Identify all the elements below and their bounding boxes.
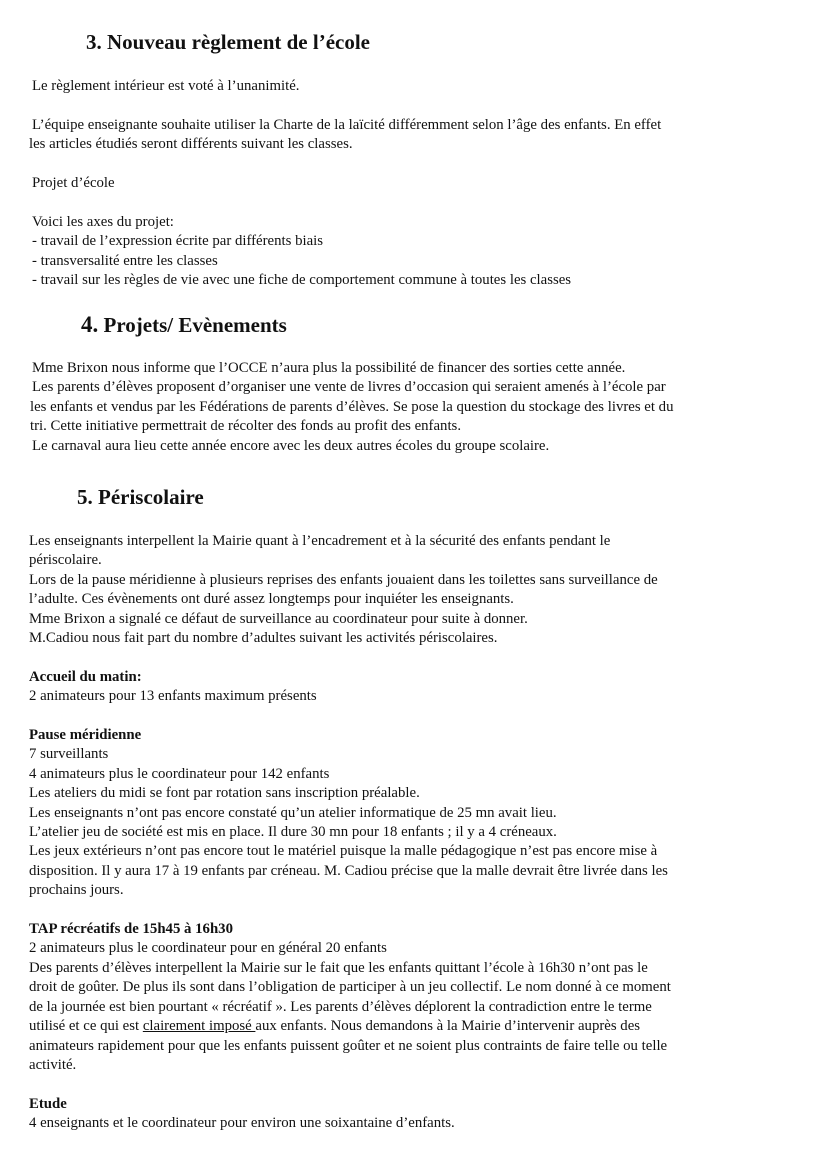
paragraph-line: droit de goûter. De plus ils sont dans l’obligation de participer à un jeu collectif. Le nom donné à ce moment <box>29 979 671 996</box>
paragraph-line: L’atelier jeu de société est mis en place. Il dure 30 mn pour 18 enfants ; il y a 4 créneaux. <box>29 824 557 841</box>
paragraph-line: 2 animateurs pour 13 enfants maximum présents <box>29 688 317 705</box>
paragraph-line: Mme Brixon nous informe que l’OCCE n’aura plus la possibilité de financer des sorties cette année. <box>32 360 626 376</box>
paragraph: Voici les axes du projet: <box>32 213 174 230</box>
paragraph-line: Les ateliers du midi se font par rotation sans inscription préalable. <box>29 785 420 802</box>
section-4-number: 4. <box>81 312 99 337</box>
section-3-body <box>29 77 822 290</box>
paragraph-line: Des parents d’élèves interpellent la Mairie sur le fait que les enfants quittant l’école à 16h30 n’ont pas le <box>29 959 648 976</box>
section-5-heading: 5. Périscolaire <box>77 485 204 509</box>
paragraph-line: Lors de la pause méridienne à plusieurs reprises des enfants jouaient dans les toilettes sans surveillance de <box>29 571 658 588</box>
paragraph-line: tri. Cette initiative permettrait de récolter des fonds au profit des enfants. <box>30 418 462 435</box>
section-4-heading <box>81 312 287 338</box>
subheading-etude: Etude <box>29 1095 67 1112</box>
paragraph-line: activité. <box>29 1056 77 1073</box>
paragraph-line: 4 animateurs plus le coordinateur pour 142 enfants <box>29 765 330 782</box>
paragraph-line: prochains jours. <box>29 882 124 899</box>
paragraph-line: Mme Brixon a signalé ce défaut de surveillance au coordinateur pour suite à donner. <box>29 610 528 627</box>
subheading-accueil: Accueil du matin: <box>29 668 142 685</box>
paragraph-line: Les enseignants interpellent la Mairie quant à l’encadrement et à la sécurité des enfants pendant le <box>29 533 611 549</box>
paragraph-line: périscolaire. <box>29 552 102 569</box>
paragraph-line: animateurs rapidement pour que les enfants puissent goûter et ne soient plus contraints de faire telle ou telle <box>29 1037 668 1054</box>
paragraph-line: de la journée est bien pourtant « récréatif ». Les parents d’élèves déplorent la contradiction entre le terme <box>29 998 652 1015</box>
list-item: - transversalité entre les classes <box>32 252 218 269</box>
paragraph-line: Les enseignants n’ont pas encore constaté qu’un atelier informatique de 25 mn avait lieu. <box>29 804 557 821</box>
paragraph: les articles étudiés seront différents suivant les classes. <box>29 136 353 153</box>
section-4-body <box>30 359 820 456</box>
paragraph-line: disposition. Il y aura 17 à 19 enfants par créneau. M. Cadiou précise que la malle devrait être livrée dans les <box>29 862 668 879</box>
paragraph-line: 4 enseignants et le coordinateur pour environ une soixantaine d’enfants. <box>29 1115 455 1132</box>
paragraph-line: Les parents d’élèves proposent d’organiser une vente de livres d’occasion qui seraient amenés à l’école par <box>32 379 666 396</box>
paragraph: Le règlement intérieur est voté à l’unanimité. <box>32 78 300 94</box>
paragraph-line: 2 animateurs plus le coordinateur pour en général 20 enfants <box>29 940 387 957</box>
paragraph: Projet d’école <box>32 175 115 191</box>
text-run: utilisé et ce qui est <box>29 1018 143 1035</box>
subheading-tap: TAP récréatifs de 15h45 à 16h30 <box>29 921 233 938</box>
paragraph-line <box>29 1017 819 1036</box>
section-3-heading: 3. Nouveau règlement de l’école <box>86 30 371 54</box>
list-item: - travail de l’expression écrite par différents biais <box>32 233 324 250</box>
paragraph-line: les enfants et vendus par les Fédérations de parents d’élèves. Se pose la question du stockage des livres et du <box>30 398 674 415</box>
underlined-text: clairement imposé <box>142 1018 256 1035</box>
section-5-body <box>29 532 819 1134</box>
paragraph: L’équipe enseignante souhaite utiliser la Charte de la laïcité différemment selon l’âge des enfants. En effet <box>32 116 662 133</box>
paragraph-line: M.Cadiou nous fait part du nombre d’adultes suivant les activités périscolaires. <box>29 630 498 647</box>
paragraph-line: l’adulte. Ces évènements ont duré assez longtemps pour inquiéter les enseignants. <box>29 591 514 608</box>
subheading-pause: Pause méridienne <box>29 727 142 744</box>
paragraph-line: Le carnaval aura lieu cette année encore avec les deux autres écoles du groupe scolaire. <box>32 437 550 454</box>
paragraph-line: Les jeux extérieurs n’ont pas encore tout le matériel puisque la malle pédagogique n’est pas encore mise à <box>29 843 658 860</box>
text-run: aux enfants. Nous demandons à la Mairie d’intervenir auprès des <box>255 1018 641 1035</box>
section-4-title: Projets/ Evènements <box>98 313 287 337</box>
list-item: - travail sur les règles de vie avec une fiche de comportement commune à toutes les classes <box>32 272 572 289</box>
paragraph-line: 7 surveillants <box>29 746 109 763</box>
